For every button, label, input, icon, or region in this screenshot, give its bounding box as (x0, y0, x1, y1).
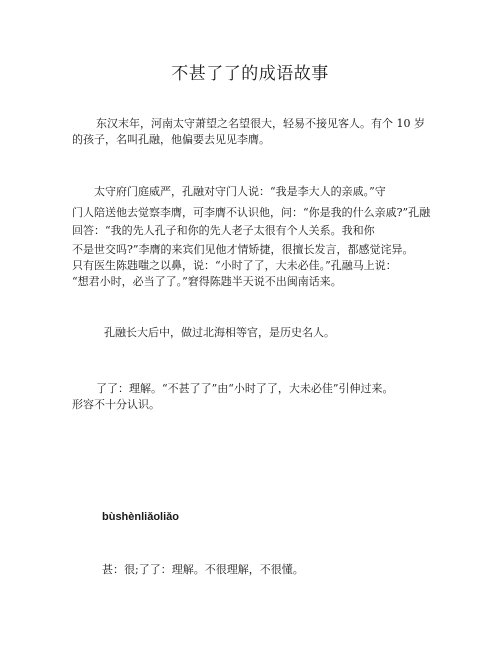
paragraph-2-line-6: “想君小时，必当了了。”窘得陈韪半天说不出闽南话来。 (72, 275, 342, 288)
paragraph-3-line-1: 孔融长大后中，做过北海相等官，是历史名人。 (104, 326, 335, 339)
document-title: 不甚了了的成语故事 (171, 64, 329, 84)
paragraph-2-line-4: 不是世交吗?”李膺的来宾们见他才情矫捷，很擅长发言，都感觉诧异。 (72, 243, 414, 256)
paragraph-1-line-1: 东汉末年，河南太守萧望之名望很大，轻易不接见客人。有个 10 岁 (96, 117, 425, 130)
pinyin-reading: bùshènliǎoliǎo (102, 511, 180, 523)
paragraph-2-line-3: 回答：“我的先人孔子和你的先人老子太很有个人关系。我和你 (72, 224, 375, 237)
paragraph-2-line-2: 门人陪送他去觉察李膺，可李膺不认识他，问：“你是我的什么亲戚?”孔融 (72, 206, 431, 219)
paragraph-4-line-1: 了了：理解。“不甚了了”由“小时了了，大未必佳”引伸过来。 (96, 382, 394, 395)
paragraph-2-line-1: 太守府门庭威严，孔融对守门人说：“我是李大人的亲戚。”守 (94, 185, 386, 198)
paragraph-4-line-2: 形容不十分认识。 (72, 398, 160, 411)
paragraph-1-line-2: 的孩子，名叫孔融，他偏要去见见李膺。 (72, 133, 270, 146)
paragraph-2-line-5: 只有医生陈韪嗤之以鼻，说：“小时了了，大未必佳。”孔融马上说： (72, 259, 397, 272)
definition-line: 甚：很;了了：理解。不很理解，不很懂。 (102, 563, 304, 576)
